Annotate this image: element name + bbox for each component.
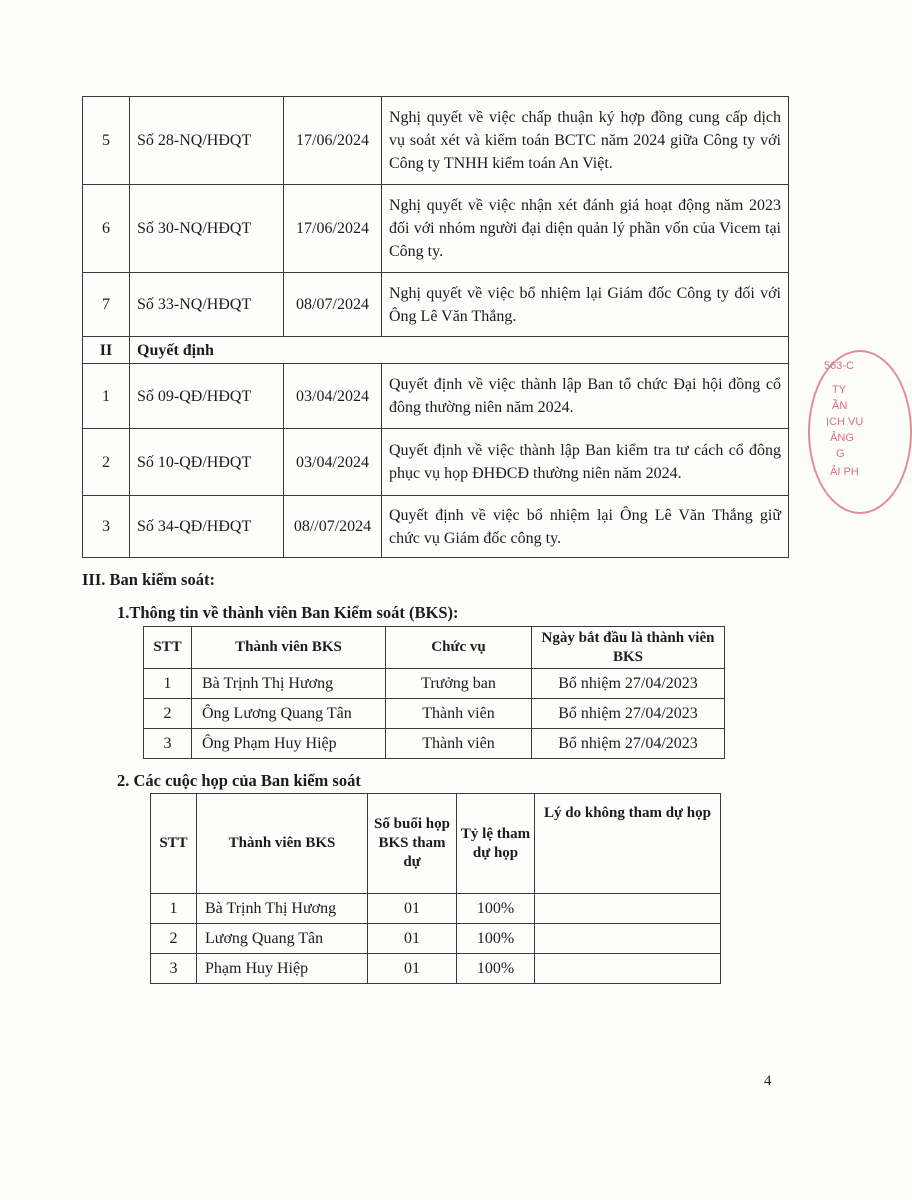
attendance-rate: 100% [457,954,535,984]
header-absence-reason: Lý do không tham dự họp [535,794,721,894]
row-stt: 5 [83,97,130,185]
row-stt: 3 [83,496,130,558]
member-start-date: Bổ nhiệm 27/04/2023 [532,669,725,699]
member-name: Bà Trịnh Thị Hương [192,669,386,699]
document-number: Số 34-QĐ/HĐQT [130,496,284,558]
subsection-title-meetings: 2. Các cuộc họp của Ban kiểm soát [117,771,361,790]
stamp-text: ẢNG [830,432,854,444]
stamp-text: ỊCH VỤ [826,416,864,428]
row-stt: 1 [144,669,192,699]
table-row [144,669,725,699]
document-date: 17/06/2024 [284,97,382,185]
row-stt: 7 [83,273,130,337]
header-meetings-attended: Số buổi họp BKS tham dự [368,794,457,894]
document-content: Nghị quyết về việc chấp thuận ký hợp đồng cung cấp dịch vụ soát xét và kiểm toán BCTC năm 2024 giữa Công ty với Công ty TNHH kiểm toán An Việt. [382,97,789,185]
table-row [83,97,789,185]
meetings-attended: 01 [368,924,457,954]
table-row [83,496,789,558]
document-content: Nghị quyết về việc nhận xét đánh giá hoạt động năm 2023 đối với nhóm người đại diện quản lý phần vốn của Vicem tại Công ty. [382,185,789,273]
member-name: Phạm Huy Hiệp [197,954,368,984]
document-number: Số 09-QĐ/HĐQT [130,364,284,429]
section-title: III. Ban kiểm soát: [82,570,215,589]
section-number: II [83,337,130,364]
stamp-text: G [836,448,845,460]
document-date: 03/04/2024 [284,429,382,496]
absence-reason [535,924,721,954]
member-start-date: Bổ nhiệm 27/04/2023 [532,729,725,759]
section-row [83,337,789,364]
document-date: 17/06/2024 [284,185,382,273]
table-row [151,894,721,924]
document-date: 08//07/2024 [284,496,382,558]
member-name: Ông Lương Quang Tân [192,699,386,729]
table-row [144,729,725,759]
document-content: Quyết định về việc bổ nhiệm lại Ông Lê Văn Thắng giữ chức vụ Giám đốc công ty. [382,496,789,558]
attendance-rate: 100% [457,894,535,924]
member-position: Thành viên [386,699,532,729]
row-stt: 1 [83,364,130,429]
header-stt: STT [151,794,197,894]
member-name: Ông Phạm Huy Hiệp [192,729,386,759]
stamp-text: 563-C [824,360,854,372]
absence-reason [535,954,721,984]
supervisory-members-table [143,626,725,759]
header-member: Thành viên BKS [192,627,386,669]
member-position: Thành viên [386,729,532,759]
member-position: Trưởng ban [386,669,532,699]
document-number: Số 10-QĐ/HĐQT [130,429,284,496]
row-stt: 2 [144,699,192,729]
document-date: 08/07/2024 [284,273,382,337]
header-position: Chức vụ [386,627,532,669]
member-name: Bà Trịnh Thị Hương [197,894,368,924]
row-stt: 2 [83,429,130,496]
table-row [83,185,789,273]
table-header-row [144,627,725,669]
company-seal-stamp [808,350,912,514]
header-attendance-rate: Tỷ lệ tham dự họp [457,794,535,894]
table-row [144,699,725,729]
supervisory-meetings-table [150,793,721,984]
header-start-date: Ngày bắt đầu là thành viên BKS [532,627,725,669]
stamp-text: ẦN [832,400,848,412]
row-stt: 1 [151,894,197,924]
attendance-rate: 100% [457,924,535,954]
resolutions-table [82,96,789,558]
absence-reason [535,894,721,924]
table-row [83,364,789,429]
row-stt: 3 [151,954,197,984]
stamp-text: ẢI PH [830,466,859,478]
row-stt: 2 [151,924,197,954]
document-content: Quyết định về việc thành lập Ban tổ chức Đại hội đồng cổ đông thường niên năm 2024. [382,364,789,429]
header-member: Thành viên BKS [197,794,368,894]
table-row [151,924,721,954]
document-number: Số 33-NQ/HĐQT [130,273,284,337]
meetings-attended: 01 [368,954,457,984]
member-name: Lương Quang Tân [197,924,368,954]
table-row [83,429,789,496]
subsection-title-members: 1.Thông tin về thành viên Ban Kiểm soát (BKS): [117,603,459,622]
member-start-date: Bổ nhiệm 27/04/2023 [532,699,725,729]
table-header-row [151,794,721,894]
document-number: Số 30-NQ/HĐQT [130,185,284,273]
meetings-attended: 01 [368,894,457,924]
document-content: Quyết định về việc thành lập Ban kiểm tra tư cách cổ đông phục vụ họp ĐHĐCĐ thường niên năm 2024. [382,429,789,496]
header-stt: STT [144,627,192,669]
document-number: Số 28-NQ/HĐQT [130,97,284,185]
stamp-text: TY [832,384,847,396]
row-stt: 3 [144,729,192,759]
table-row [151,954,721,984]
row-stt: 6 [83,185,130,273]
table-row [83,273,789,337]
document-date: 03/04/2024 [284,364,382,429]
section-label: Quyết định [130,337,789,364]
document-content: Nghị quyết về việc bổ nhiệm lại Giám đốc Công ty đối với Ông Lê Văn Thắng. [382,273,789,337]
page-number: 4 [764,1073,772,1089]
